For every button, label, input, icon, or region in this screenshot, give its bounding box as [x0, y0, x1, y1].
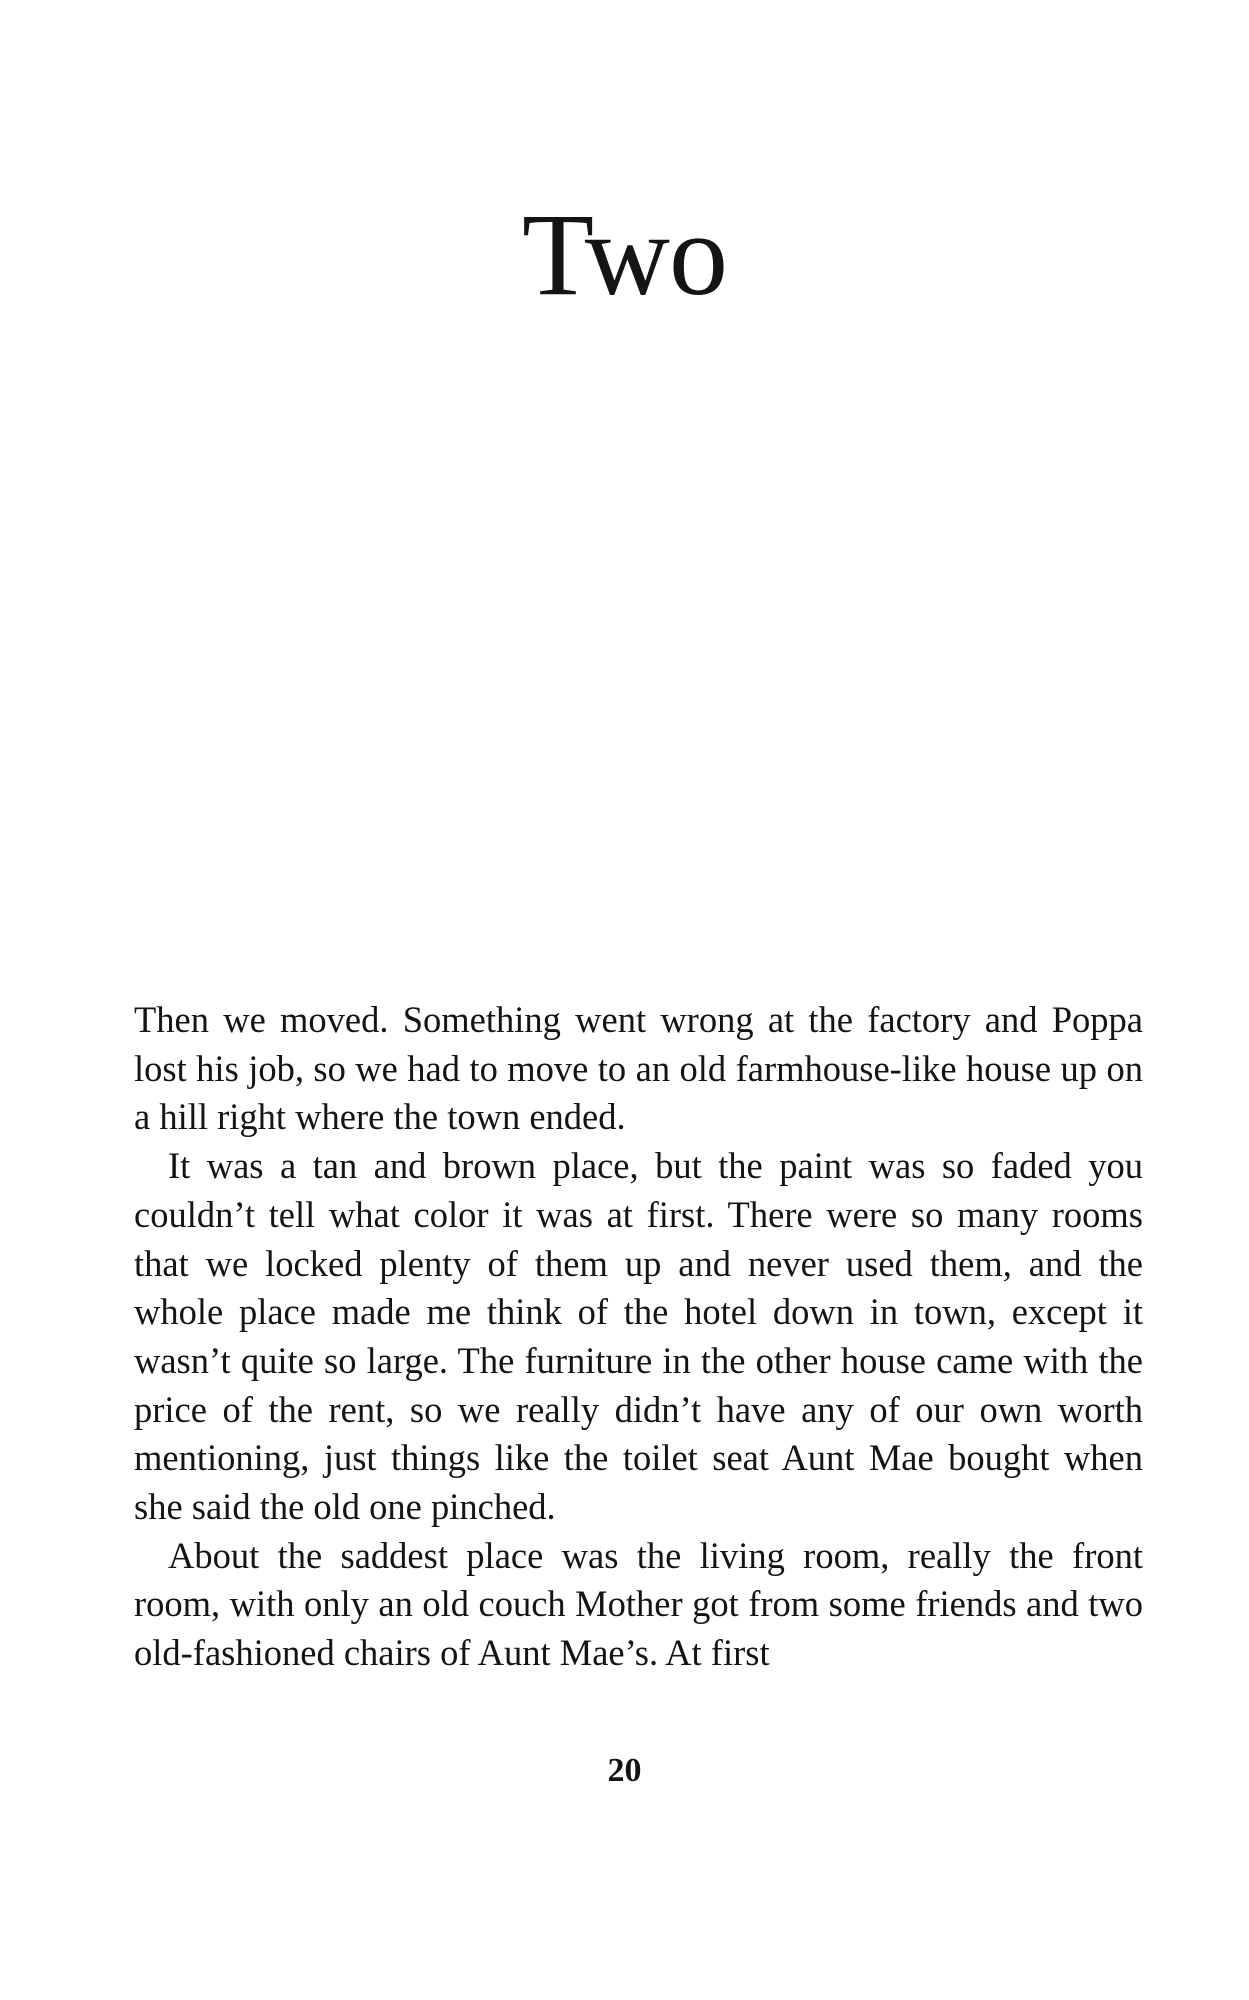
body-text: [134, 996, 1143, 1678]
paragraph-2: It was a tan and brown place, but the paint was so faded you couldn’t tell what color it was at first. There were so many rooms that we locked plenty of them up and never used them, and the whole place made me think of the hotel down in town, except it wasn’t quite so large. The furniture in the other house came with the price of the rent, so we really didn’t have any of our own worth mentioning, just things like the toilet seat Aunt Mae bought when she said the old one pinched.: [134, 1145, 1143, 1528]
paragraph-3: About the saddest place was the living room, really the front room, with only an old couch Mother got from some friends and two old-fashioned chairs of Aunt Mae’s. At first: [134, 1534, 1143, 1674]
chapter-title: Two: [521, 189, 728, 320]
page-number: 20: [607, 1752, 642, 1789]
paragraph-1: Then we moved. Something went wrong at the factory and Poppa lost his job, so we had to move to an old farmhouse-like house up on a hill right where the town ended.: [134, 999, 1143, 1138]
